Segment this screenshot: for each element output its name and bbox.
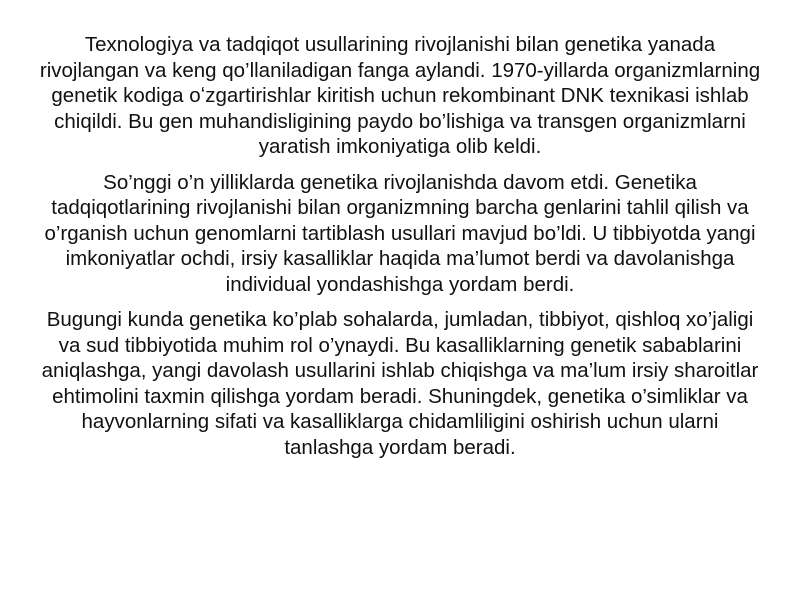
paragraph-genetics-today: Bugungi kunda genetika ko’plab sohalarda, jumladan, tibbiyot, qishloq xo’jaligi va sud tibbiyotida muhim rol o’ynaydi. Bu kasalliklarning genetik sabablarini aniqlashga, yangi davolash usullarini ishlab chiqishga va ma’lum irsiy sharoitlar ehtimolini taxmin qilishga yordam beradi. Shuningdek, genetika o’simliklar va hayvonlarning sifati va kasalliklarga chidamliligini oshirish uchun ularni tanlashga yordam beradi. bbox=[41, 308, 759, 459]
paragraph-genetics-development: Texnologiya va tadqiqot usullarining rivojlanishi bilan genetika yanada rivojlangan va keng qo’llaniladigan fanga aylandi. 1970-yillarda organizmlarning genetik kodiga oʻzgartirishlar kiritish uchun rekombinant DNK texnikasi ishlab chiqildi. Bu gen muhandisligining paydo bo’lishiga va transgen organizmlarni yaratish imkoniyatiga olib keldi. bbox=[39, 33, 761, 158]
paragraph-recent-decades: So’nggi o’n yilliklarda genetika rivojlanishda davom etdi. Genetika tadqiqotlarining rivojlanishi bilan organizmning barcha genlarini tahlil qilish va o’rganish uchun genomlarni tartiblash usullari mavjud bo’ldi. U tibbiyotda yangi imkoniyatlar ochdi, irsiy kasalliklar haqida ma’lumot berdi va davolanishga individual yondashishga yordam berdi. bbox=[44, 170, 756, 296]
